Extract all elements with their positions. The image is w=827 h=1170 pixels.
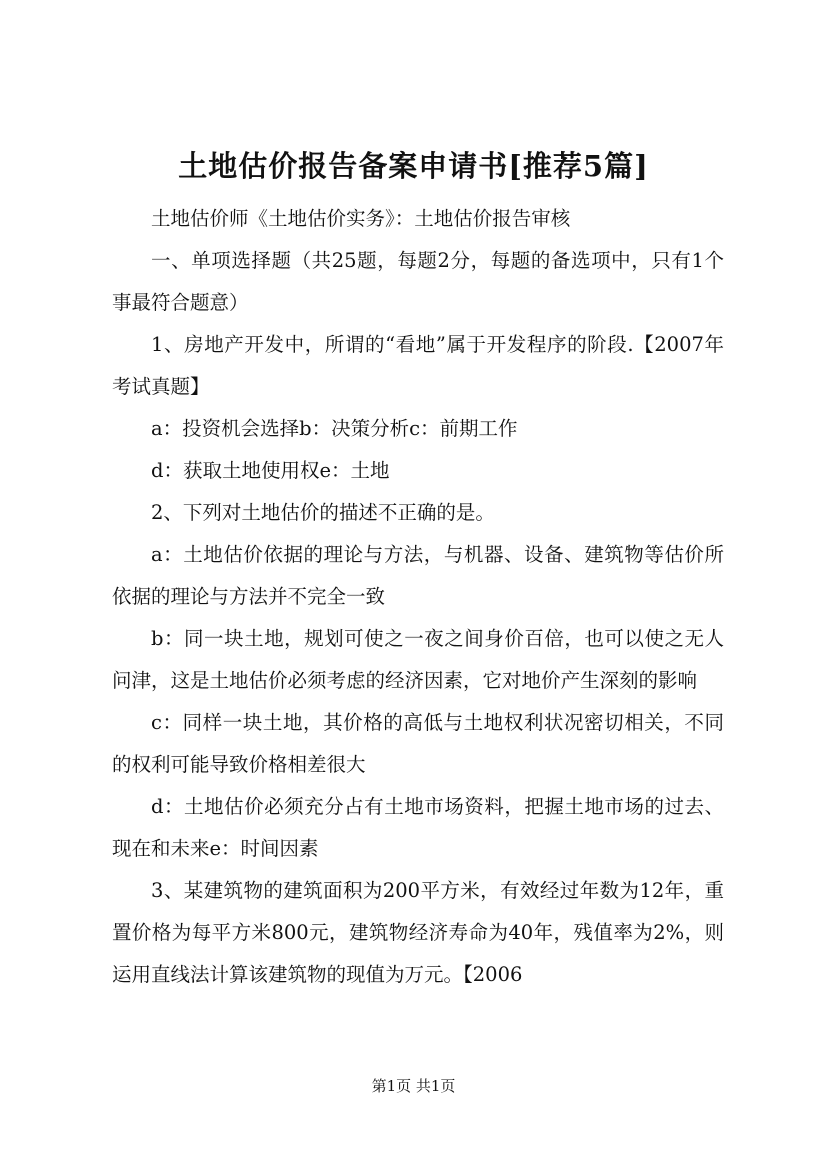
page-title: 土地估价报告备案申请书[推荐5篇] [178, 149, 649, 183]
paragraph: d：获取土地使用权e：土地 [151, 459, 390, 482]
paragraph: 2、下列对土地估价的描述不正确的是。 [151, 501, 495, 524]
paragraph: 土地估价师《土地估价实务》：土地估价报告审核 [151, 207, 571, 230]
paragraph: 3、某建筑物的建筑面积为200平方米，有效经过年数为12年，重置价格为每平方米800元，建筑物经济寿命为40年，残值率为2%，则运用直线法计算该建筑物的现值为万元。【2006 [112, 879, 724, 986]
paragraph: 1、房地产开发中，所谓的“看地”属于开发程序的阶段.【2007年考试真题】 [112, 333, 724, 398]
paragraph: d：土地估价必须充分占有土地市场资料，把握土地市场的过去、现在和未来e：时间因素 [112, 795, 724, 860]
paragraph: 一、单项选择题（共25题，每题2分，每题的备选项中，只有1个事最符合题意） [112, 249, 724, 314]
page-footer: 第1页 共1页 [371, 1077, 456, 1095]
paragraph: b：同一块土地，规划可使之一夜之间身价百倍，也可以使之无人问津，这是土地估价必须考虑的经济因素，它对地价产生深刻的影响 [112, 627, 724, 692]
paragraph: a：土地估价依据的理论与方法，与机器、设备、建筑物等估价所依据的理论与方法并不完全一致 [112, 543, 724, 608]
document-body [112, 198, 724, 996]
paragraph: c：同样一块土地，其价格的高低与土地权利状况密切相关，不同的权利可能导致价格相差很大 [112, 711, 724, 776]
paragraph: a：投资机会选择b：决策分析c：前期工作 [151, 417, 518, 440]
